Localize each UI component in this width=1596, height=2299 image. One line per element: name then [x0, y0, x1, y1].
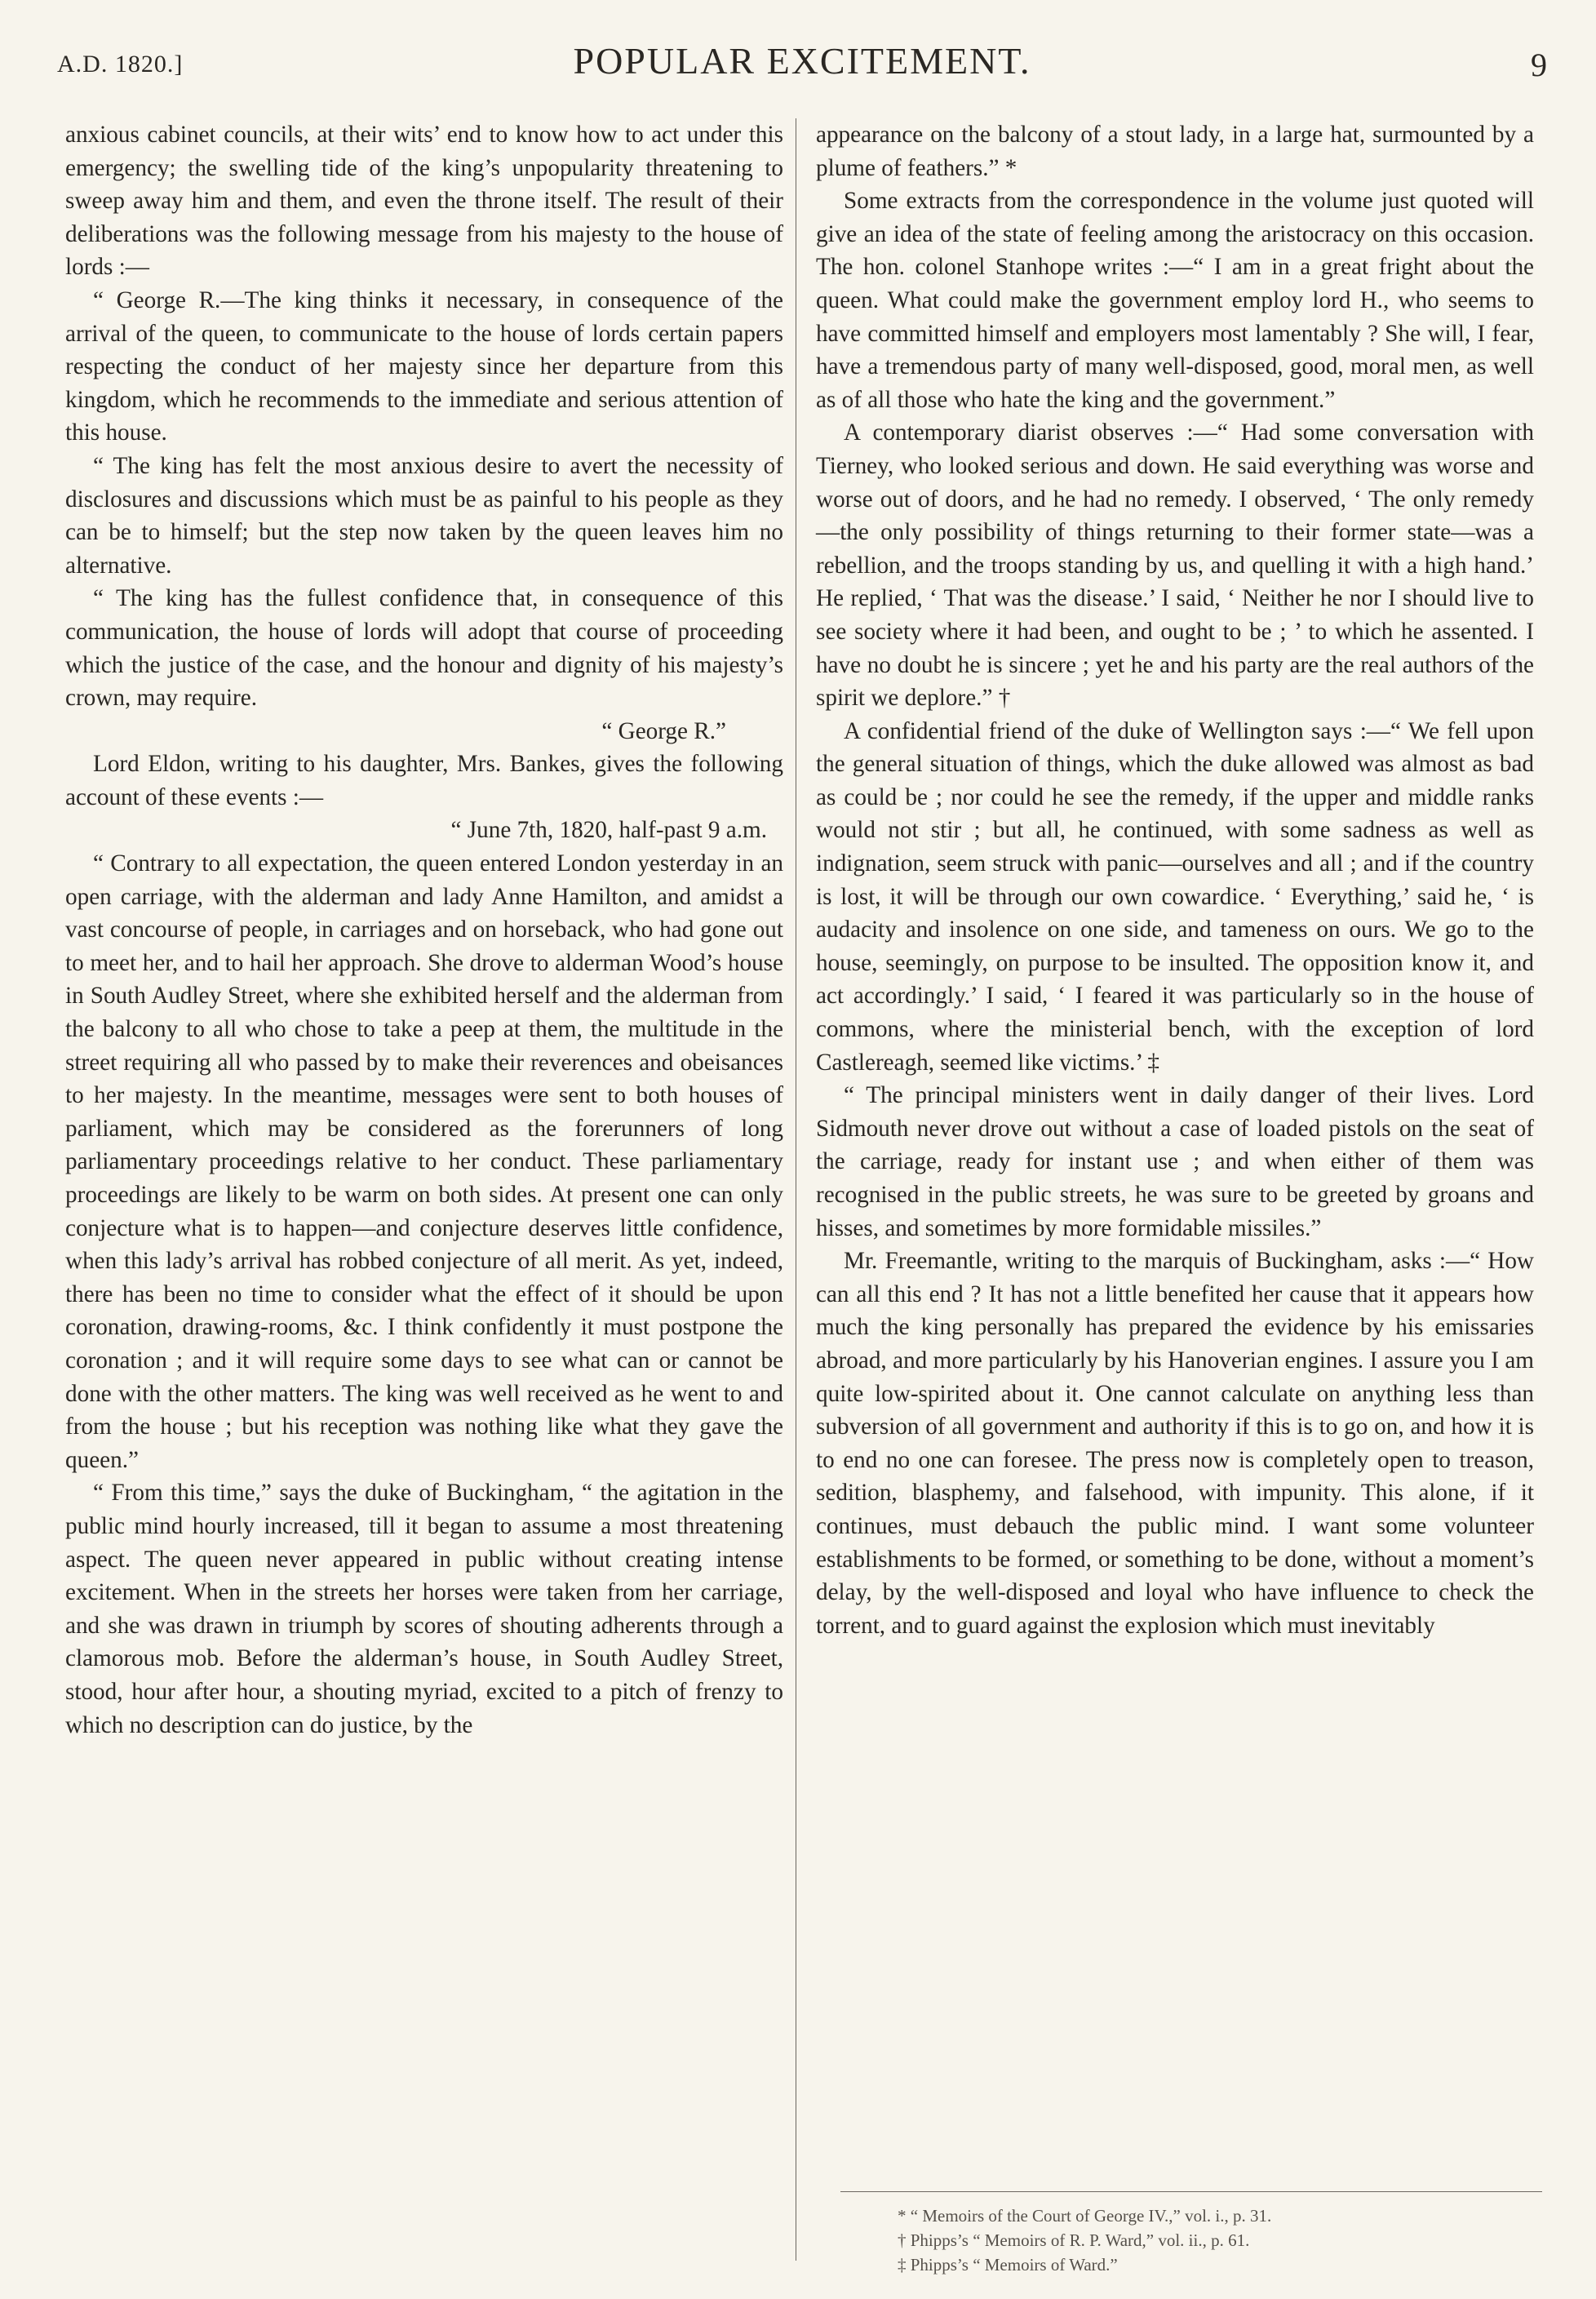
left-column — [65, 118, 783, 1742]
page-title: POPULAR EXCITEMENT. — [573, 40, 1031, 82]
paragraph: Some extracts from the correspondence in the volume just quoted will give an idea of the state of feeling among the aristocracy on this occasion. The hon. colonel Stanhope writes :—“ I am in a great fright about the queen. What could make the government employ lord H., who seems to have committed himself and employers most lamentably ? She will, I fear, have a tremendous party of many well-disposed, good, moral men, as well as of all those who hate the king and the government.” — [816, 188, 1534, 413]
paragraph: “ The principal ministers went in daily danger of their lives. Lord Sidmouth never drove out without a case of loaded pistols on the seat of the carriage, ready for instant use ; and when either of them was recognised in the public streets, he was sure to be greeted by groans and hisses, and sometimes by more formidable missiles.” — [816, 1082, 1534, 1241]
footnotes — [840, 2191, 1542, 2277]
letter-date: “ June 7th, 1820, half-past 9 a.m. — [450, 817, 767, 844]
paragraph: appearance on the balcony of a stout lady, in a large hat, surmounted by a plume of feathers.” * — [816, 122, 1534, 181]
paragraph: “ The king has the fullest confidence that, in consequence of this communication, the house of lords will adopt that course of proceeding which the justice of the case, and the honour and dignity of his majesty’s crown, may require. — [65, 585, 783, 712]
right-column — [816, 118, 1534, 1642]
signature-line: “ George R.” — [601, 717, 726, 744]
header-date: A.D. 1820.] — [57, 51, 184, 78]
page-number: 9 — [1531, 47, 1547, 83]
paragraph: Mr. Freemantle, writing to the marquis of Buckingham, asks :—“ How can all this end ? It has not a little benefited her cause that it appears how much the king personally has prepared the evidence by his emissaries abroad, and more particularly by his Hanoverian engines. I assure you I am quite low-spirited about it. One cannot calculate on anything less than subversion of all government and authority if this is to go on, and how it is to end no one can foresee. The press now is completely open to treason, sedition, blasphemy, and falsehood, with impunity. This alone, if it continues, must debauch the public mind. I want some volunteer establishments to be formed, or something to be done, without a moment’s delay, by the well-disposed and loyal who have influence to check the torrent, and to guard against the explosion which must inevitably — [816, 1248, 1534, 1639]
paragraph: Lord Eldon, writing to his daughter, Mrs. Bankes, gives the following account of these events :— — [65, 751, 783, 810]
footnote: ‡ Phipps’s “ Memoirs of Ward.” — [898, 2255, 1118, 2275]
running-header — [57, 39, 1547, 88]
paragraph: “ From this time,” says the duke of Buckingham, “ the agitation in the public mind hourly increased, till it began to assume a most threatening aspect. The queen never appeared in public without creating intense excitement. When in the streets her horses were taken from her carriage, and she was drawn in triumph by scores of shouting adherents through a clamorous mob. Before the alderman’s house, in South Audley Street, stood, hour after hour, a shouting myriad, excited to a pitch of frenzy to which no description can do justice, by the — [65, 1480, 783, 1738]
footnote: † Phipps’s “ Memoirs of R. P. Ward,” vol. ii., p. 61. — [898, 2230, 1250, 2250]
paragraph: “ Contrary to all expectation, the queen entered London yesterday in an open carriage, with the alderman and lady Anne Hamilton, and amidst a vast concourse of people, in carriages and on horseback, who had gone out to meet her, and to hail her approach. She drove to alderman Wood’s house in South Audley Street, where she exhibited herself and the alderman from the balcony to all who chose to take a peep at them, the multitude in the street requiring all who passed by to make their reverences and obeisances to her majesty. In the meantime, messages were sent to both houses of parliament, which may be considered as the forerunners of long parliamentary proceedings relative to her conduct. These parliamentary proceedings are likely to be warm on both sides. At present one can only conjecture what is to happen—and conjecture deserves little confidence, when this lady’s arrival has robbed conjecture of all merit. As yet, indeed, there has been no time to consider what the effect of it should be upon coronation, drawing-rooms, &c. I think confidently it must postpone the coronation ; and it will require some days to see what can or cannot be done with the other matters. The king was well received as he went to and from the house ; but his reception was nothing like what they gave the queen.” — [65, 850, 783, 1473]
paragraph: A contemporary diarist observes :—“ Had some conversation with Tierney, who looked serious and down. He said everything was worse and worse out of doors, and he had no remedy. I observed, ‘ The only remedy—the only possibility of things returning to their former state—was a rebellion, and the troops standing by us, and quelling it with a high hand.’ He replied, ‘ That was the disease.’ I said, ‘ Neither he nor I should live to see society where it had been, and ought to be ; ’ to which he assented. I have no doubt he is sincere ; yet he and his party are the real authors of the spirit we deplore.” † — [816, 419, 1534, 712]
paragraph: anxious cabinet councils, at their wits’ end to know how to act under this emergency; the swelling tide of the king’s unpopularity threatening to sweep away him and them, and even the throne itself. The result of their deliberations was the following message from his majesty to the house of lords :— — [65, 122, 783, 281]
footnote: * “ Memoirs of the Court of George IV.,” vol. i., p. 31. — [898, 2206, 1272, 2226]
paragraph: “ The king has felt the most anxious desire to avert the necessity of disclosures and discussions which must be as painful to his people as they can be to himself; but the step now taken by the queen leaves him no alternative. — [65, 452, 783, 579]
paragraph: “ George R.—The king thinks it necessary, in consequence of the arrival of the queen, to communicate to the house of lords certain papers respecting the conduct of her majesty since her departure from this kingdom, which he recommends to the immediate and serious attention of this house. — [65, 286, 783, 446]
paragraph: A confidential friend of the duke of Wellington says :—“ We fell upon the general situation of things, which the duke allowed was almost as bad as could be ; nor could he see the remedy, if the upper and middle ranks would not stir ; but all, he continued, with some sadness as well as indignation, seem struck with panic—ourselves and all ; and if the country is lost, it will be through our own cowardice. ‘ Everything,’ said he, ‘ is audacity and insolence on one side, and tameness on ours. We go to the house, seemingly, on purpose to be insulted. The opposition know it, and act accordingly.’ I said, ‘ I feared it was particularly so in the house of commons, where the ministerial bench, with the exception of lord Castlereagh, seemed like victims.’ ‡ — [816, 717, 1534, 1076]
